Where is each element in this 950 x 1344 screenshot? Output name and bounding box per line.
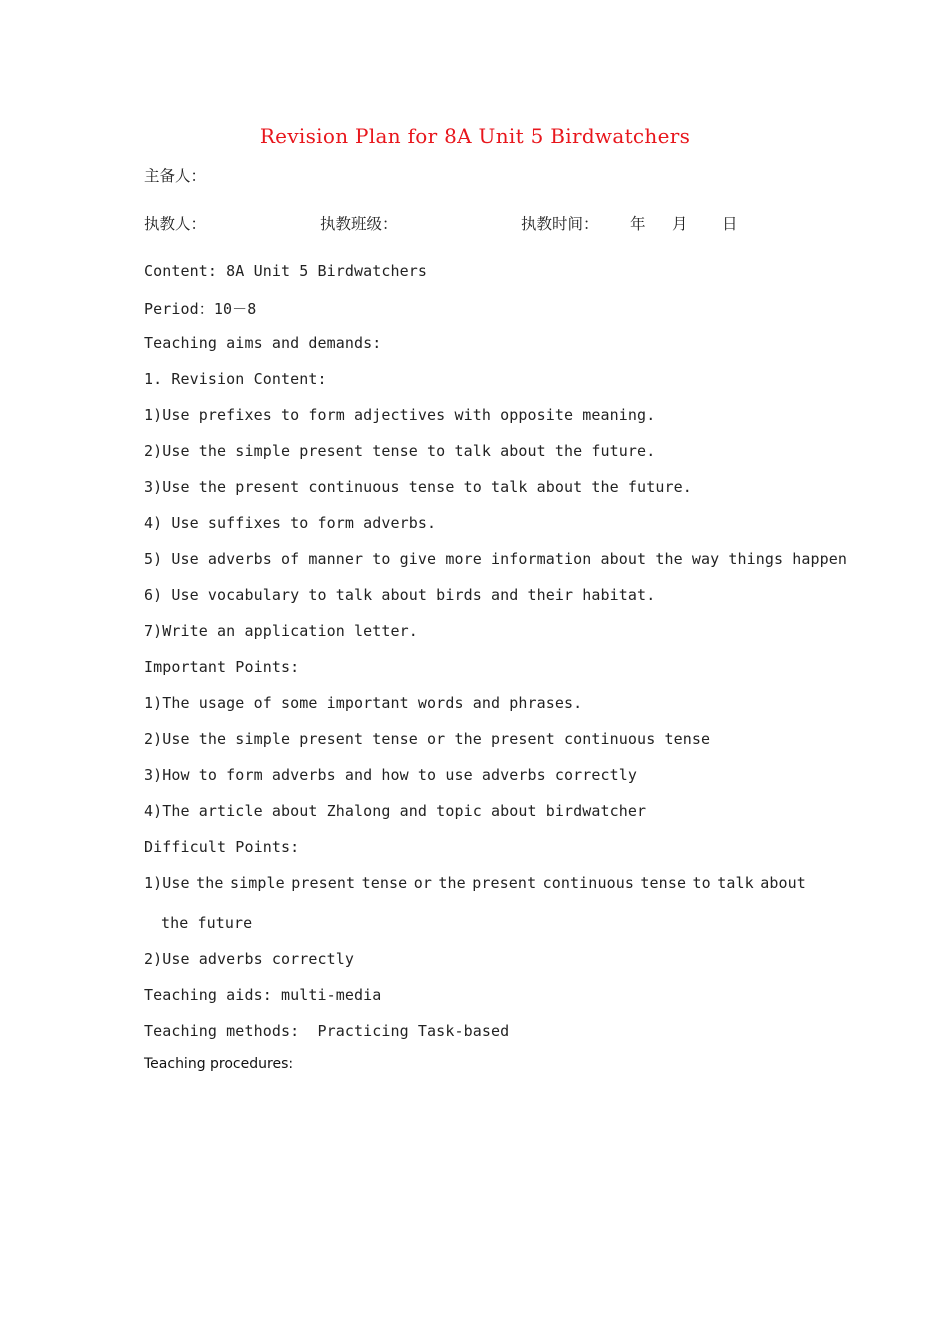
- difficult-word: the: [438, 874, 466, 892]
- document-title: Revision Plan for 8A Unit 5 Birdwatchers: [259, 124, 691, 148]
- revision-item: 1)Use prefixes to form adjectives with opposite meaning.: [144, 406, 656, 424]
- day-label: 日: [722, 215, 738, 233]
- revision-item: 4) Use suffixes to form adverbs.: [144, 514, 437, 532]
- revision-item: 7)Write an application letter.: [144, 622, 418, 640]
- teacher-label: 执教人：: [144, 215, 207, 233]
- month-label: 月: [672, 215, 688, 233]
- difficult-word: tense: [640, 874, 687, 892]
- teaching-aids: Teaching aids: multi-media: [144, 986, 382, 1004]
- difficult-word: continuous: [542, 874, 634, 892]
- year-label: 年: [630, 215, 646, 233]
- revision-item: 3)Use the present continuous tense to talk about the future.: [144, 478, 692, 496]
- revision-heading: 1. Revision Content:: [144, 370, 327, 388]
- class-label: 执教班级：: [320, 215, 398, 233]
- period-line: Period：10－8: [144, 300, 257, 318]
- important-item: 4)The article about Zhalong and topic about birdwatcher: [144, 802, 647, 820]
- preparer-label: 主备人：: [144, 167, 207, 185]
- difficult-word: present: [291, 874, 356, 892]
- difficult-word: simple: [229, 874, 285, 892]
- aims-heading: Teaching aims and demands:: [144, 334, 382, 352]
- difficult-word: to: [692, 874, 711, 892]
- time-label: 执教时间：: [521, 215, 599, 233]
- difficult-word: the: [196, 874, 224, 892]
- important-item: 1)The usage of some important words and phrases.: [144, 694, 583, 712]
- difficult-item-2: 2)Use adverbs correctly: [144, 950, 355, 968]
- important-item: 2)Use the simple present tense or the present continuous tense: [144, 730, 711, 748]
- difficult-word: about: [760, 874, 806, 892]
- difficult-word: or: [413, 874, 432, 892]
- difficult-word: present: [472, 874, 537, 892]
- difficult-item-1: [144, 874, 806, 892]
- difficult-word: talk: [717, 874, 754, 892]
- revision-item: 5) Use adverbs of manner to give more information about the way things happen: [144, 550, 848, 568]
- revision-item: 6) Use vocabulary to talk about birds and their habitat.: [144, 586, 656, 604]
- procedures-heading: Teaching procedures:: [144, 1056, 294, 1072]
- revision-item: 2)Use the simple present tense to talk about the future.: [144, 442, 656, 460]
- difficult-item-1-continuation: the future: [161, 914, 253, 932]
- difficult-heading: Difficult Points:: [144, 838, 300, 856]
- teaching-methods: Teaching methods: Practicing Task-based: [144, 1022, 510, 1040]
- important-heading: Important Points:: [144, 658, 300, 676]
- content-line: Content: 8A Unit 5 Birdwatchers: [144, 262, 428, 280]
- difficult-word: 1)Use: [144, 874, 190, 892]
- important-item: 3)How to form adverbs and how to use adverbs correctly: [144, 766, 638, 784]
- difficult-word: tense: [361, 874, 408, 892]
